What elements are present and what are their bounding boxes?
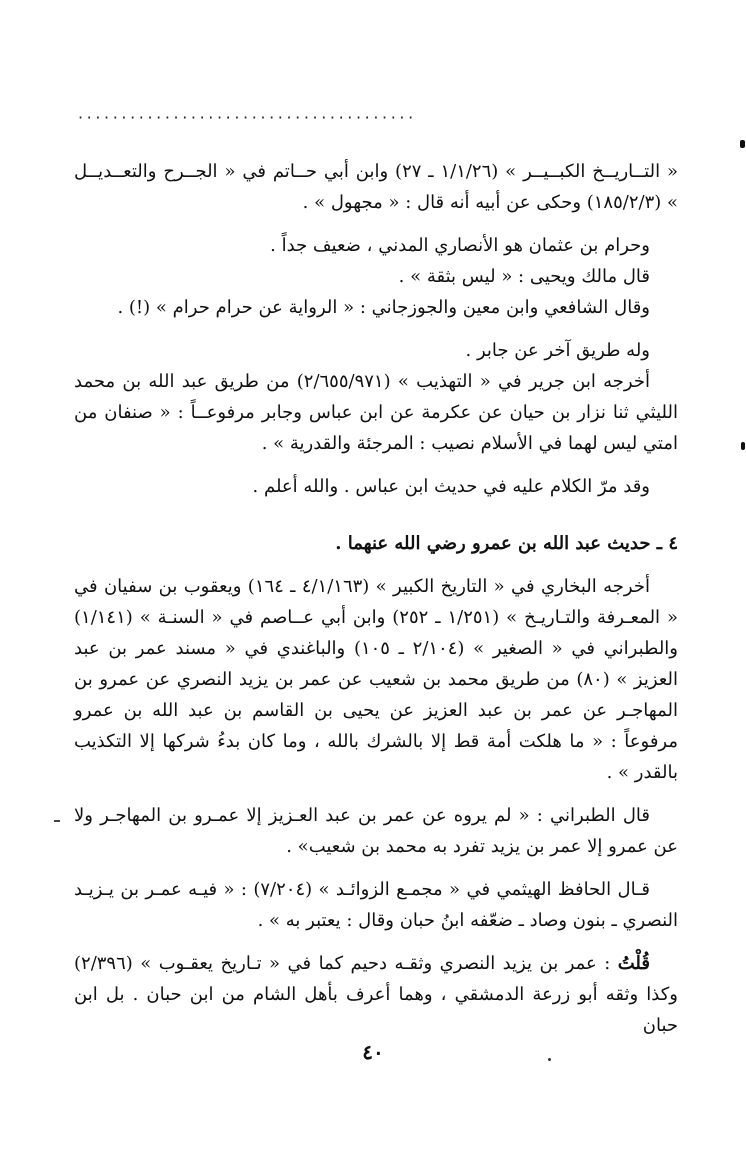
margin-mark-top bbox=[740, 140, 745, 148]
paragraph-7: وقد مرّ الكلام عليه في حديث ابن عباس . والله أعلم . bbox=[252, 476, 650, 497]
page-body bbox=[74, 156, 678, 1041]
margin-mark-middle bbox=[741, 442, 745, 450]
paragraph-9: قال الطبراني : « لم يروه عن عمر بن عبد العـزيز إلا عمـرو بن المهاجـر ولا عن عمرو إلا عمر بن يزيد تفرد به محمد بن شعيب» . bbox=[74, 805, 678, 857]
footer-dot bbox=[548, 1058, 551, 1061]
paragraph-5: وله طريق آخر عن جابر . bbox=[465, 340, 650, 361]
page-number: ٤٠ bbox=[362, 1040, 384, 1064]
separator-dots: ······································· bbox=[78, 108, 417, 127]
paragraph-10: قـال الحافظ الهيثمي في « مجمـع الزوائـد » (٧/٢٠٤) : « فيـه عمـر بن يـزيـد النصري ـ بنون وصاد ـ ضعّفه ابنُ حبان وقال : يعتبر به » . bbox=[74, 879, 678, 931]
paragraph-4: وقال الشافعي وابن معين والجوزجاني : « الرواية عن حرام حرام » (!) . bbox=[117, 297, 650, 318]
paragraph-8: أخرجه البخاري في « التاريخ الكبير » (٤/١/١٦٣ ـ ١٦٤) ويعقوب بن سفيان في « المعـرفة والتـاريـخ » (١/٢٥١ ـ ٢٥٢) وابن أبي عــاصم في « السنـة » (١/١٤١) والطبراني في « الصغير » (٢/١٠٤ ـ ١٠٥) والباغندي في « مسند عمر بن عبد العزيز » (٨٠) من طريق محمد بن شعيب عن عمر بن يزيد النصري عن عمرو بن المهاجـر عن عمر بن عبد العزيز عن يحيى بن القاسم بن عبد الله بن عمرو مرفوعاً : « ما هلكت أمة قط إلا بالشرك بالله ، وما كان بدءُ شركها إلا التكذيب بالقدر » . bbox=[74, 576, 679, 783]
paragraph-1: « التــاريــخ الكبــيــر » (١/١/٢٦ ـ ٢٧) وابن أبي حــاتم في « الجــرح والتعــديــل » (١٨٥/٢/٣) وحكى عن أبيه أنه قال : « مجهول » . bbox=[74, 161, 678, 213]
qultu-lead: قُلْتُ bbox=[617, 953, 650, 974]
paragraph-11 bbox=[74, 948, 678, 1041]
section-heading: ٤ ـ حديث عبد الله بن عمرو رضي الله عنهما . bbox=[335, 533, 678, 554]
margin-dash bbox=[54, 820, 60, 822]
paragraph-6: أخرجه ابن جرير في « التهذيب » (٢/٦٥٥/٩٧١) من طريق عبد الله بن محمد الليثي ثنا نزار بن حيان عن عكرمة عن ابن عباس وجابر مرفوعــاً : « صنفان من امتي ليس لهما في الأسلام نصيب : المرجئة والقدرية » . bbox=[74, 371, 678, 454]
paragraph-2: وحرام بن عثمان هو الأنصاري المدني ، ضعيف جداً . bbox=[270, 235, 650, 256]
paragraph-11-text: : عمر بن يزيد النصري وثقـه دحيم كما في « تـاريخ يعقـوب » (٢/٣٩٦) وكذا وثقه أبو زرعة الدمشقي ، وهما أعرف بأهل الشام من ابن حبان . بل ابن حبان bbox=[74, 953, 678, 1036]
paragraph-3: قال مالك ويحيى : « ليس بثقة » . bbox=[398, 266, 650, 287]
